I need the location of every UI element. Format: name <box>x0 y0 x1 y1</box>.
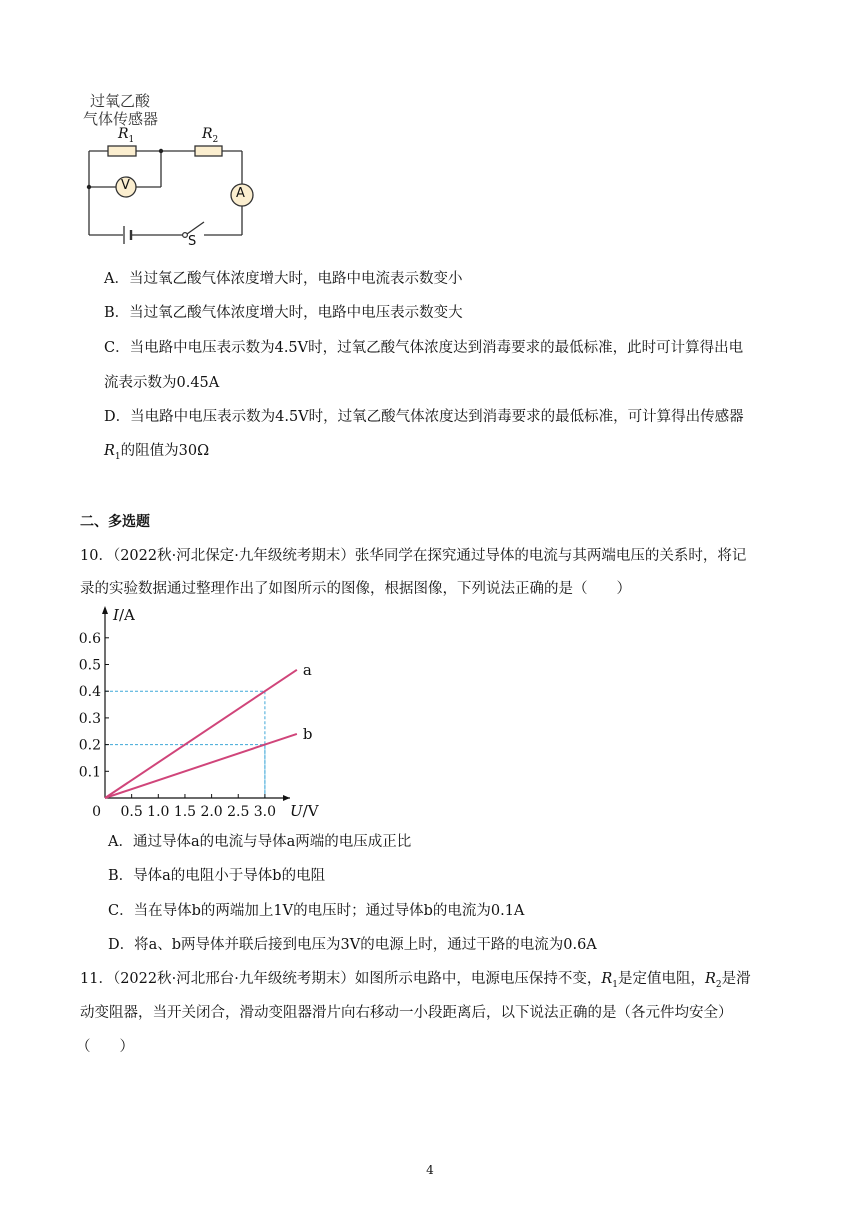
y-tick-label-2: 0.3 <box>78 710 101 727</box>
page-number: 4 <box>426 1163 434 1177</box>
q11-stem-line3: （ ） <box>76 1039 134 1055</box>
y-tick-label-5: 0.6 <box>78 630 101 647</box>
q11-var-r2-sub: 2 <box>715 979 722 990</box>
circuit-diagram <box>80 88 260 253</box>
x-tick-label-6: 3.0 <box>253 804 277 820</box>
q11-var-r1-sub: 1 <box>612 979 618 990</box>
q10-option-d: D．将a、b两导体并联后接到电压为3V的电源上时，通过干路的电流为0.6A <box>108 937 597 953</box>
r1-label-letter: R <box>118 126 129 142</box>
x-tick-label-3: 1.5 <box>173 804 197 820</box>
q11-stem-line1 <box>80 969 751 995</box>
sensor-label-line2: 气体传感器 <box>83 110 159 128</box>
r1-label <box>118 126 134 145</box>
r1-resistor <box>108 146 136 156</box>
q10-stem-line1: 10．（2022秋·河北保定·九年级统考期末）张华同学在探究通过导体的电流与其两端电压的关系时，将记 <box>80 548 747 564</box>
q11-stem-mid: 是定值电阻， <box>617 971 705 987</box>
x-axis-label: U/V <box>290 802 319 820</box>
sensor-label-line1: 过氧乙酸 <box>90 92 151 110</box>
r1-label-sub: 1 <box>128 134 135 145</box>
x-tick-label-4: 2.0 <box>200 804 223 820</box>
q10-option-c: C．当在导体b的两端加上1V的电压时；通过导体b的电流为0.1A <box>108 903 525 919</box>
q9-option-a: A．当过氧乙酸气体浓度增大时，电路中电流表示数变小 <box>104 271 463 287</box>
r2-label-sub: 2 <box>212 134 219 145</box>
q11-stem-pre: 11．（2022秋·河北邢台·九年级统考期末）如图所示电路中，电源电压保持不变， <box>80 971 602 987</box>
r2-resistor <box>195 146 222 156</box>
y-axis-arrow <box>102 606 108 614</box>
q9-option-d-line1: D．当电路中电压表示数为4.5V时，过氧乙酸气体浓度达到消毒要求的最低标准，可计算得出传感器 <box>104 409 744 425</box>
q11-var-r1: R <box>601 971 613 987</box>
q9-option-b: B．当过氧乙酸气体浓度增大时，电路中电压表示数变大 <box>104 305 463 321</box>
voltmeter-label: V <box>121 178 130 193</box>
y-tick-label-3: 0.4 <box>78 684 101 701</box>
q11-stem-line2: 动变阻器，当开关闭合，滑动变阻器滑片向右移动一小段距离后，以下说法正确的是（各元件均安全） <box>80 1005 733 1021</box>
q9-option-d-line2 <box>104 441 209 467</box>
switch-label: S <box>188 234 197 249</box>
var-r1-sub: 1 <box>114 451 121 462</box>
section-title: 二、多选题 <box>80 514 150 530</box>
q9-option-c-line2: 流表示数为0.45A <box>104 375 220 391</box>
x-tick-label-2: 1.0 <box>147 804 170 820</box>
y-tick-label-4: 0.5 <box>78 657 101 674</box>
x-tick-label-0: 0 <box>92 804 101 820</box>
q9-option-d-rest: 的阻值为30Ω <box>120 443 210 459</box>
q10-option-a: A．通过导体a的电流与导体a两端的电压成正比 <box>108 834 412 850</box>
q9-option-c-line1: C．当电路中电压表示数为4.5V时，过氧乙酸气体浓度达到消毒要求的最低标准，此时可计算得出电 <box>104 340 744 356</box>
series-line-b <box>105 734 297 798</box>
ammeter-label: A <box>236 186 245 201</box>
r2-label <box>202 126 218 145</box>
q10-stem-line2: 录的实验数据通过整理作出了如图所示的图像，根据图像，下列说法正确的是（ ） <box>80 581 631 597</box>
r2-label-letter: R <box>202 126 213 142</box>
series-label-a: a <box>302 660 312 679</box>
series-label-b: b <box>302 724 313 743</box>
x-axis-arrow <box>283 795 290 801</box>
q9-circuit-figure <box>80 88 260 253</box>
x-tick-label-1: 0.5 <box>120 804 143 820</box>
y-tick-label-1: 0.2 <box>78 737 101 754</box>
q11-stem-post: 是滑 <box>721 971 751 987</box>
iu-chart <box>75 602 335 822</box>
y-axis-label: I/A <box>113 606 135 624</box>
var-r1: R <box>104 443 115 459</box>
x-tick-label-5: 2.5 <box>227 804 250 820</box>
q11-var-r2: R <box>704 971 716 987</box>
y-tick-label-0: 0.1 <box>78 764 101 781</box>
q10-option-b: B．导体a的电阻小于导体b的电阻 <box>108 868 326 884</box>
series-line-a <box>105 670 297 798</box>
